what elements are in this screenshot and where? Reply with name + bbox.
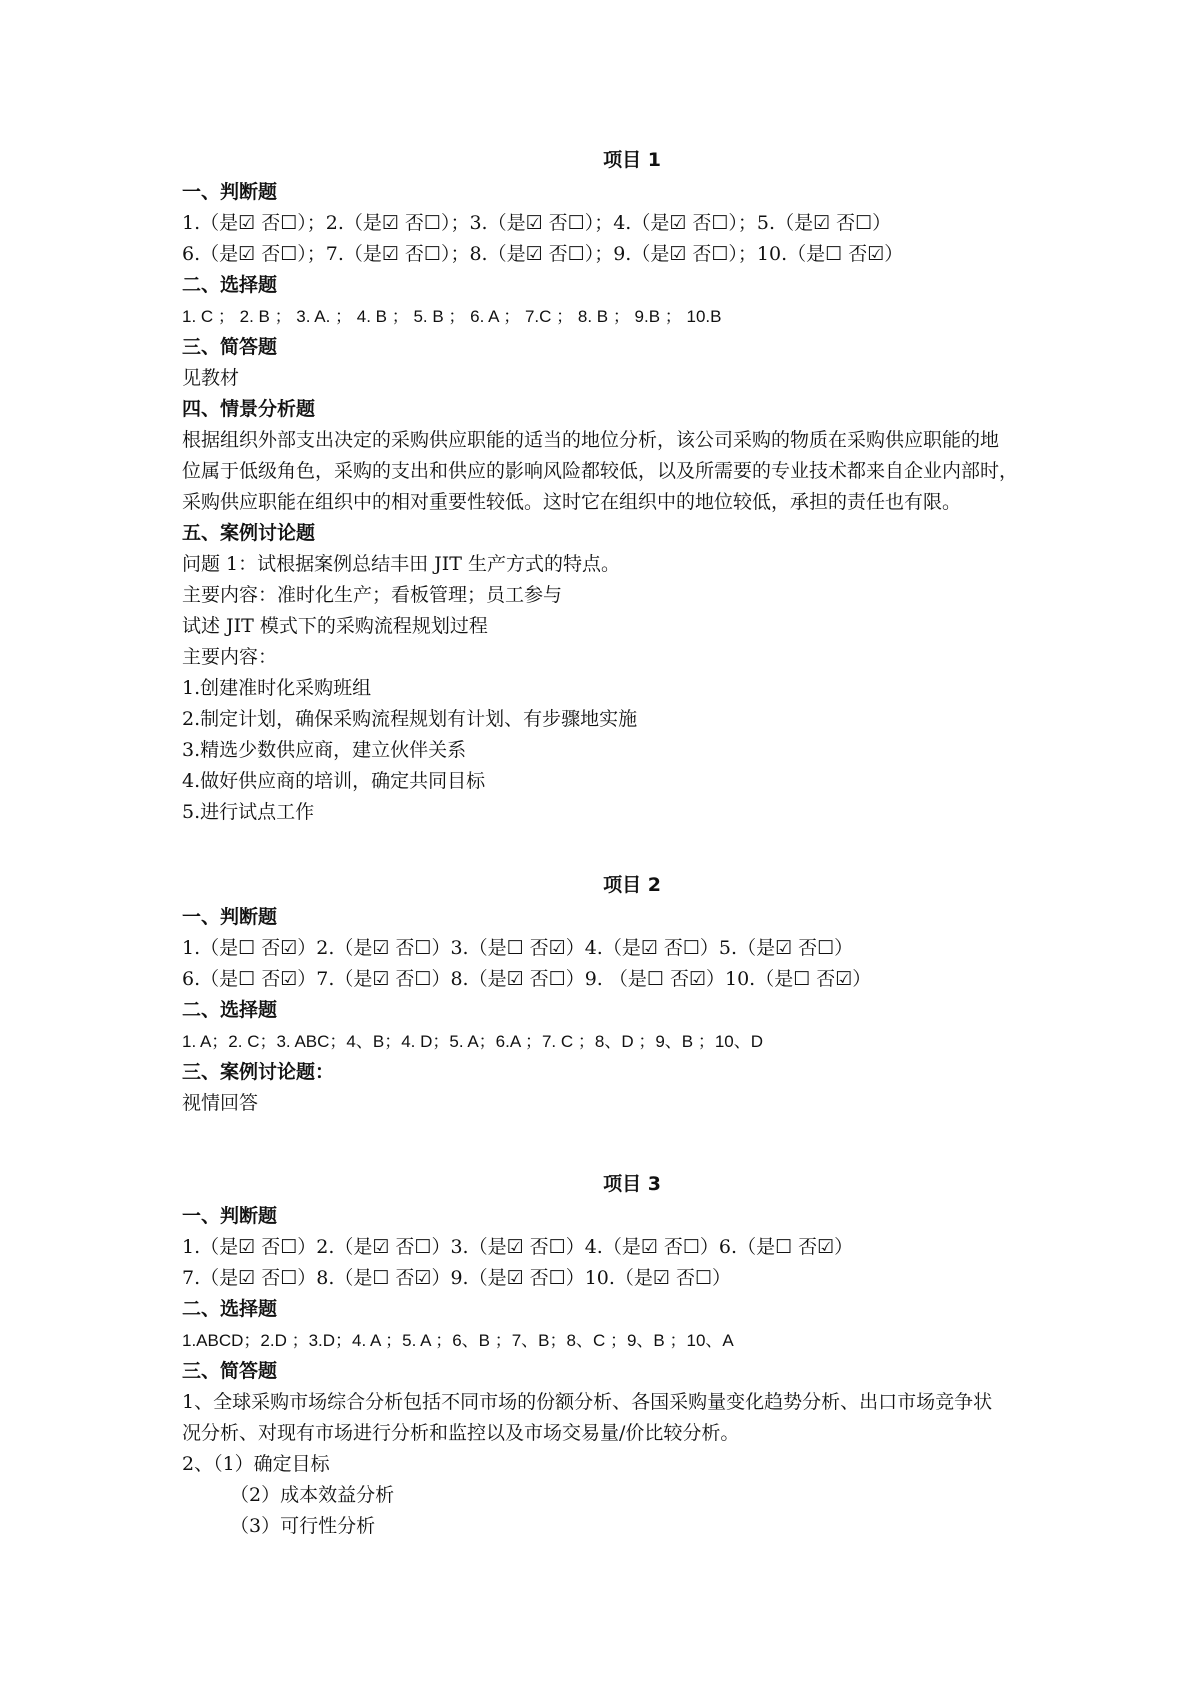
p1-case-line: 2.制定计划，确保采购流程规划有计划、有步骤地实施 — [182, 708, 638, 730]
p1-scenario-line: 根据组织外部支出决定的采购供应职能的适当的地位分析，该公司采购的物质在采购供应职能的地 — [182, 429, 1000, 451]
p1-case-line: 问题 1：试根据案例总结丰田 JIT 生产方式的特点。 — [182, 553, 621, 575]
section-gap — [182, 1119, 1082, 1167]
p1-case-line: 3.精选少数供应商，建立伙伴关系 — [182, 739, 467, 761]
p1-case-line: 试述 JIT 模式下的采购流程规划过程 — [182, 615, 488, 637]
p3-short-answer-line: 况分析、对现有市场进行分析和监控以及市场交易量/价比较分析。 — [182, 1422, 740, 1444]
p1-scenario-line: 位属于低级角色，采购的支出和供应的影响风险都较低，以及所需要的专业技术都来自企业内部时， — [182, 460, 1019, 482]
p3-judgment-line: 7.（是☑ 否☐）8.（是☐ 否☑）9.（是☑ 否☐）10.（是☑ 否☐） — [182, 1267, 732, 1289]
p3-judgment-heading: 一、判断题 — [182, 1205, 278, 1227]
section-gap — [182, 828, 1082, 868]
p3-judgment-line: 1.（是☑ 否☐）2.（是☑ 否☐）3.（是☑ 否☐）4.（是☑ 否☐）6.（是☐ 否☑） — [182, 1236, 854, 1258]
p1-scenario-line: 采购供应职能在组织中的相对重要性较低。这时它在组织中的地位较低，承担的责任也有限。 — [182, 491, 962, 513]
p3-short-answer-line: 2、（1）确定目标 — [182, 1453, 330, 1475]
p1-judgment-heading: 一、判断题 — [182, 181, 278, 203]
p3-short-answer-line: （3）可行性分析 — [230, 1515, 376, 1537]
p2-case-heading: 三、案例讨论题： — [182, 1061, 335, 1083]
p1-case-line: 主要内容：准时化生产；看板管理；员工参与 — [182, 584, 563, 606]
p1-case-line: 5.进行试点工作 — [182, 801, 315, 823]
p1-judgment-line: 1.（是☑ 否☐）；2.（是☑ 否☐）；3.（是☑ 否☐）；4.（是☑ 否☐）；5.（是☑ 否☐） — [182, 212, 892, 234]
p1-choice-line: 1. C ； 2. B ； 3. A. ； 4. B ； 5. B ； 6. A ； 7.C ； 8. B ； 9.B ； 10.B — [182, 307, 722, 326]
p1-short-answer-heading: 三、简答题 — [182, 336, 278, 358]
p1-short-answer-line: 见教材 — [182, 367, 240, 389]
p3-short-answer-heading: 三、简答题 — [182, 1360, 278, 1382]
p1-case-line: 4.做好供应商的培训，确定共同目标 — [182, 770, 486, 792]
p1-judgment-line: 6.（是☑ 否☐）；7.（是☑ 否☐）；8.（是☑ 否☐）；9.（是☑ 否☐）；10.（是☐ 否☑） — [182, 243, 904, 265]
p2-judgment-heading: 一、判断题 — [182, 906, 278, 928]
p3-choice-line: 1.ABCD；2.D ；3.D；4. A ；5. A ；6、B ；7、B；8、C ；9、B ；10、A — [182, 1331, 734, 1350]
p1-case-heading: 五、案例讨论题 — [182, 522, 316, 544]
p2-case-line: 视情回答 — [182, 1092, 259, 1114]
p2-choice-line: 1. A；2. C；3. ABC；4、B；4. D；5. A；6.A ；7. C ；8、D ；9、B ；10、D — [182, 1032, 764, 1051]
p3-choice-heading: 二、选择题 — [182, 1298, 278, 1320]
p2-judgment-line: 6.（是☐ 否☑）7.（是☑ 否☐）8.（是☑ 否☐）9. （是☐ 否☑）10.（是☐ 否☑） — [182, 968, 872, 990]
p3-short-answer-line: （2）成本效益分析 — [230, 1484, 395, 1506]
project-1-title: 项目 1 — [603, 149, 661, 171]
p1-choice-heading: 二、选择题 — [182, 274, 278, 296]
p2-choice-heading: 二、选择题 — [182, 999, 278, 1021]
document-content — [182, 143, 1082, 1542]
p3-short-answer-line: 1、全球采购市场综合分析包括不同市场的份额分析、各国采购量变化趋势分析、出口市场竞争状 — [182, 1391, 993, 1413]
p1-case-line: 1.创建准时化采购班组 — [182, 677, 372, 699]
p2-judgment-line: 1.（是☐ 否☑）2.（是☑ 否☐）3.（是☐ 否☑）4.（是☑ 否☐）5.（是☑ 否☐） — [182, 937, 854, 959]
project-3-title: 项目 3 — [603, 1173, 661, 1195]
p1-case-line: 主要内容： — [182, 646, 278, 668]
project-2-title: 项目 2 — [603, 874, 661, 896]
p1-scenario-heading: 四、情景分析题 — [182, 398, 316, 420]
